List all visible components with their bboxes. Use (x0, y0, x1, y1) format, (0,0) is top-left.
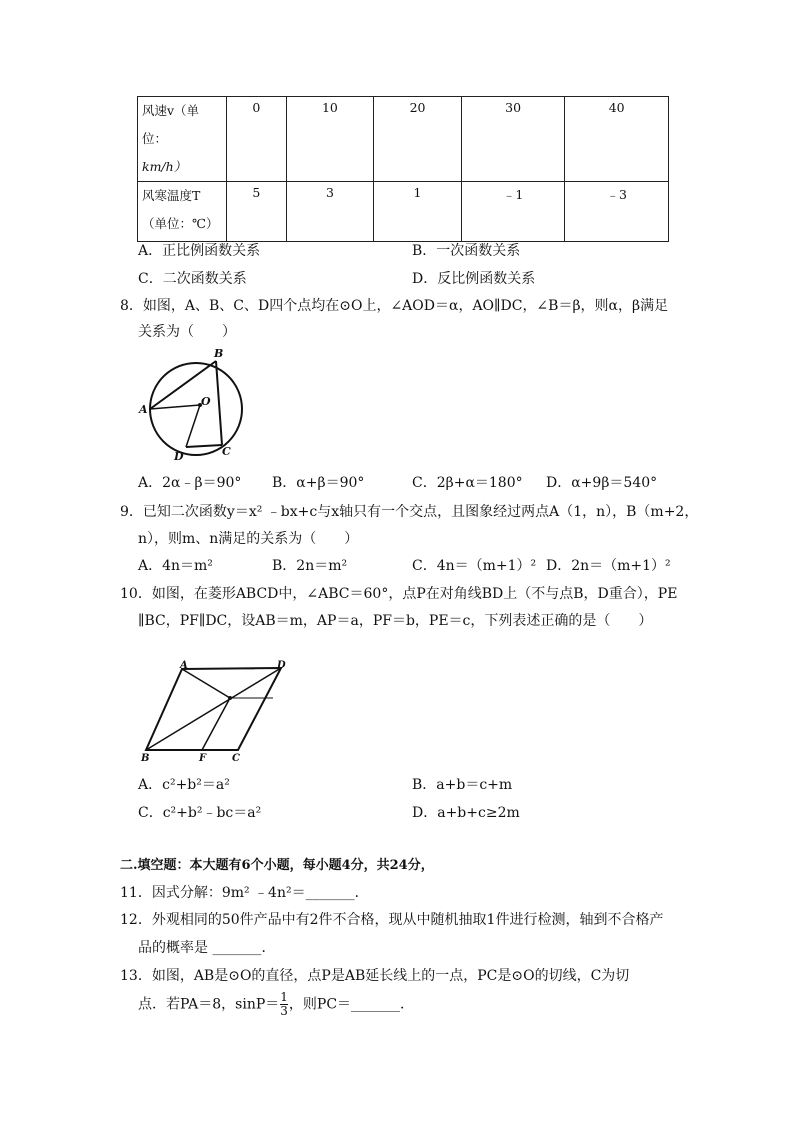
q11-stem: 11．因式分解：9m² ﹣4n²＝_______． (120, 885, 369, 901)
table-cell: ﹣3 (565, 182, 669, 242)
q8-option-d: D．α+9β＝540° (546, 475, 658, 491)
q10-rhombus-figure (138, 660, 288, 765)
fig-label: C (232, 753, 240, 764)
q8-option-b: B．α+β＝90° (272, 475, 365, 491)
table-cell: 30 (461, 97, 565, 182)
fig-label: O (201, 395, 211, 408)
table-cell: 40 (565, 97, 669, 182)
fraction (280, 991, 288, 1018)
q10-option-c: C．c²+b²﹣bc＝a² (138, 805, 262, 821)
fig-label: B (141, 753, 150, 764)
row-header-temperature: 风寒温度T （单位：℃） (138, 182, 227, 242)
table-cell: ﹣1 (461, 182, 565, 242)
table-cell: 20 (374, 97, 462, 182)
fig-label: B (214, 347, 224, 360)
fig-label: C (222, 445, 231, 458)
row-header-wind-speed: 风速v（单位： km/h） (138, 97, 227, 182)
table-cell: 3 (286, 182, 374, 242)
fraction-denominator: 3 (280, 1004, 288, 1018)
q9-stem-line1: 9．已知二次函数y＝x² ﹣bx+c与x轴只有一个交点，且图象经过两点A（1，n），B（m+2， (120, 504, 699, 520)
q8-circle-figure (138, 345, 248, 465)
q10-option-a: A．c²+b²＝a² (138, 777, 230, 793)
fraction-numerator: 1 (280, 990, 288, 1004)
q9-option-d: D．2n＝（m+1）² (546, 558, 671, 574)
fig-label: A (139, 403, 148, 416)
q7-option-b: B．一次函数关系 (412, 243, 521, 259)
q10-stem-line1: 10．如图，在菱形ABCD中，∠ABC＝60°，点P在对角线BD上（不与点B，D重合），PE (120, 586, 678, 602)
table-row (138, 97, 669, 182)
q9-stem-line2: n），则m、n满足的关系为（ ） (138, 531, 359, 547)
q13-text-post: ，则PC＝_______． (288, 996, 415, 1013)
q12-stem-line1: 12．外观相同的50件产品中有2件不合格，现从中随机抽取1件进行检测，轴到不合格产 (120, 912, 664, 928)
q13-text-pre: 点．若PA＝8，sinP＝ (138, 996, 280, 1013)
q12-stem-line2: 品的概率是 _______． (138, 940, 276, 956)
q9-option-a: A．4n＝m² (138, 558, 213, 574)
fig-label: F (199, 753, 207, 764)
q10-option-d: D．a+b+c≥2m (412, 805, 520, 821)
q7-option-d: D．反比例函数关系 (412, 271, 536, 287)
q13-stem-line2 (138, 991, 414, 1018)
q8-option-a: A．2α﹣β＝90° (138, 475, 242, 491)
fig-label: A (180, 660, 188, 671)
q8-stem-line2: 关系为（ ） (138, 324, 236, 340)
q10-option-b: B．a+b＝c+m (412, 777, 513, 793)
q9-option-c: C．4n＝（m+1）² (412, 558, 537, 574)
q9-option-b: B．2n＝m² (272, 558, 348, 574)
q10-stem-line2: ∥BC，PF∥DC，设AB＝m，AP＝a，PF＝b，PE＝c，下列表述正确的是（ ） (138, 613, 653, 629)
table-cell: 5 (227, 182, 287, 242)
wind-chill-table (137, 96, 669, 242)
q8-option-c: C．2β+α＝180° (412, 475, 523, 491)
q7-option-a: A．正比例函数关系 (138, 243, 261, 259)
section-heading: 二.填空题：本大题有6个小题，每小题4分，共24分， (120, 858, 434, 873)
fig-label: D (277, 660, 286, 671)
table-row (138, 182, 669, 242)
table-cell: 0 (227, 97, 287, 182)
q13-stem-line1: 13．如图，AB是⊙O的直径，点P是AB延长线上的一点，PC是⊙O的切线，C为切 (120, 968, 630, 984)
q7-option-c: C．二次函数关系 (138, 271, 247, 287)
table-cell: 10 (286, 97, 374, 182)
fig-label: D (174, 450, 184, 463)
table-cell: 1 (374, 182, 462, 242)
q8-stem-line1: 8．如图，A、B、C、D四个点均在⊙O上，∠AOD＝α，AO∥DC，∠B＝β，则α，β满足 (120, 298, 669, 314)
